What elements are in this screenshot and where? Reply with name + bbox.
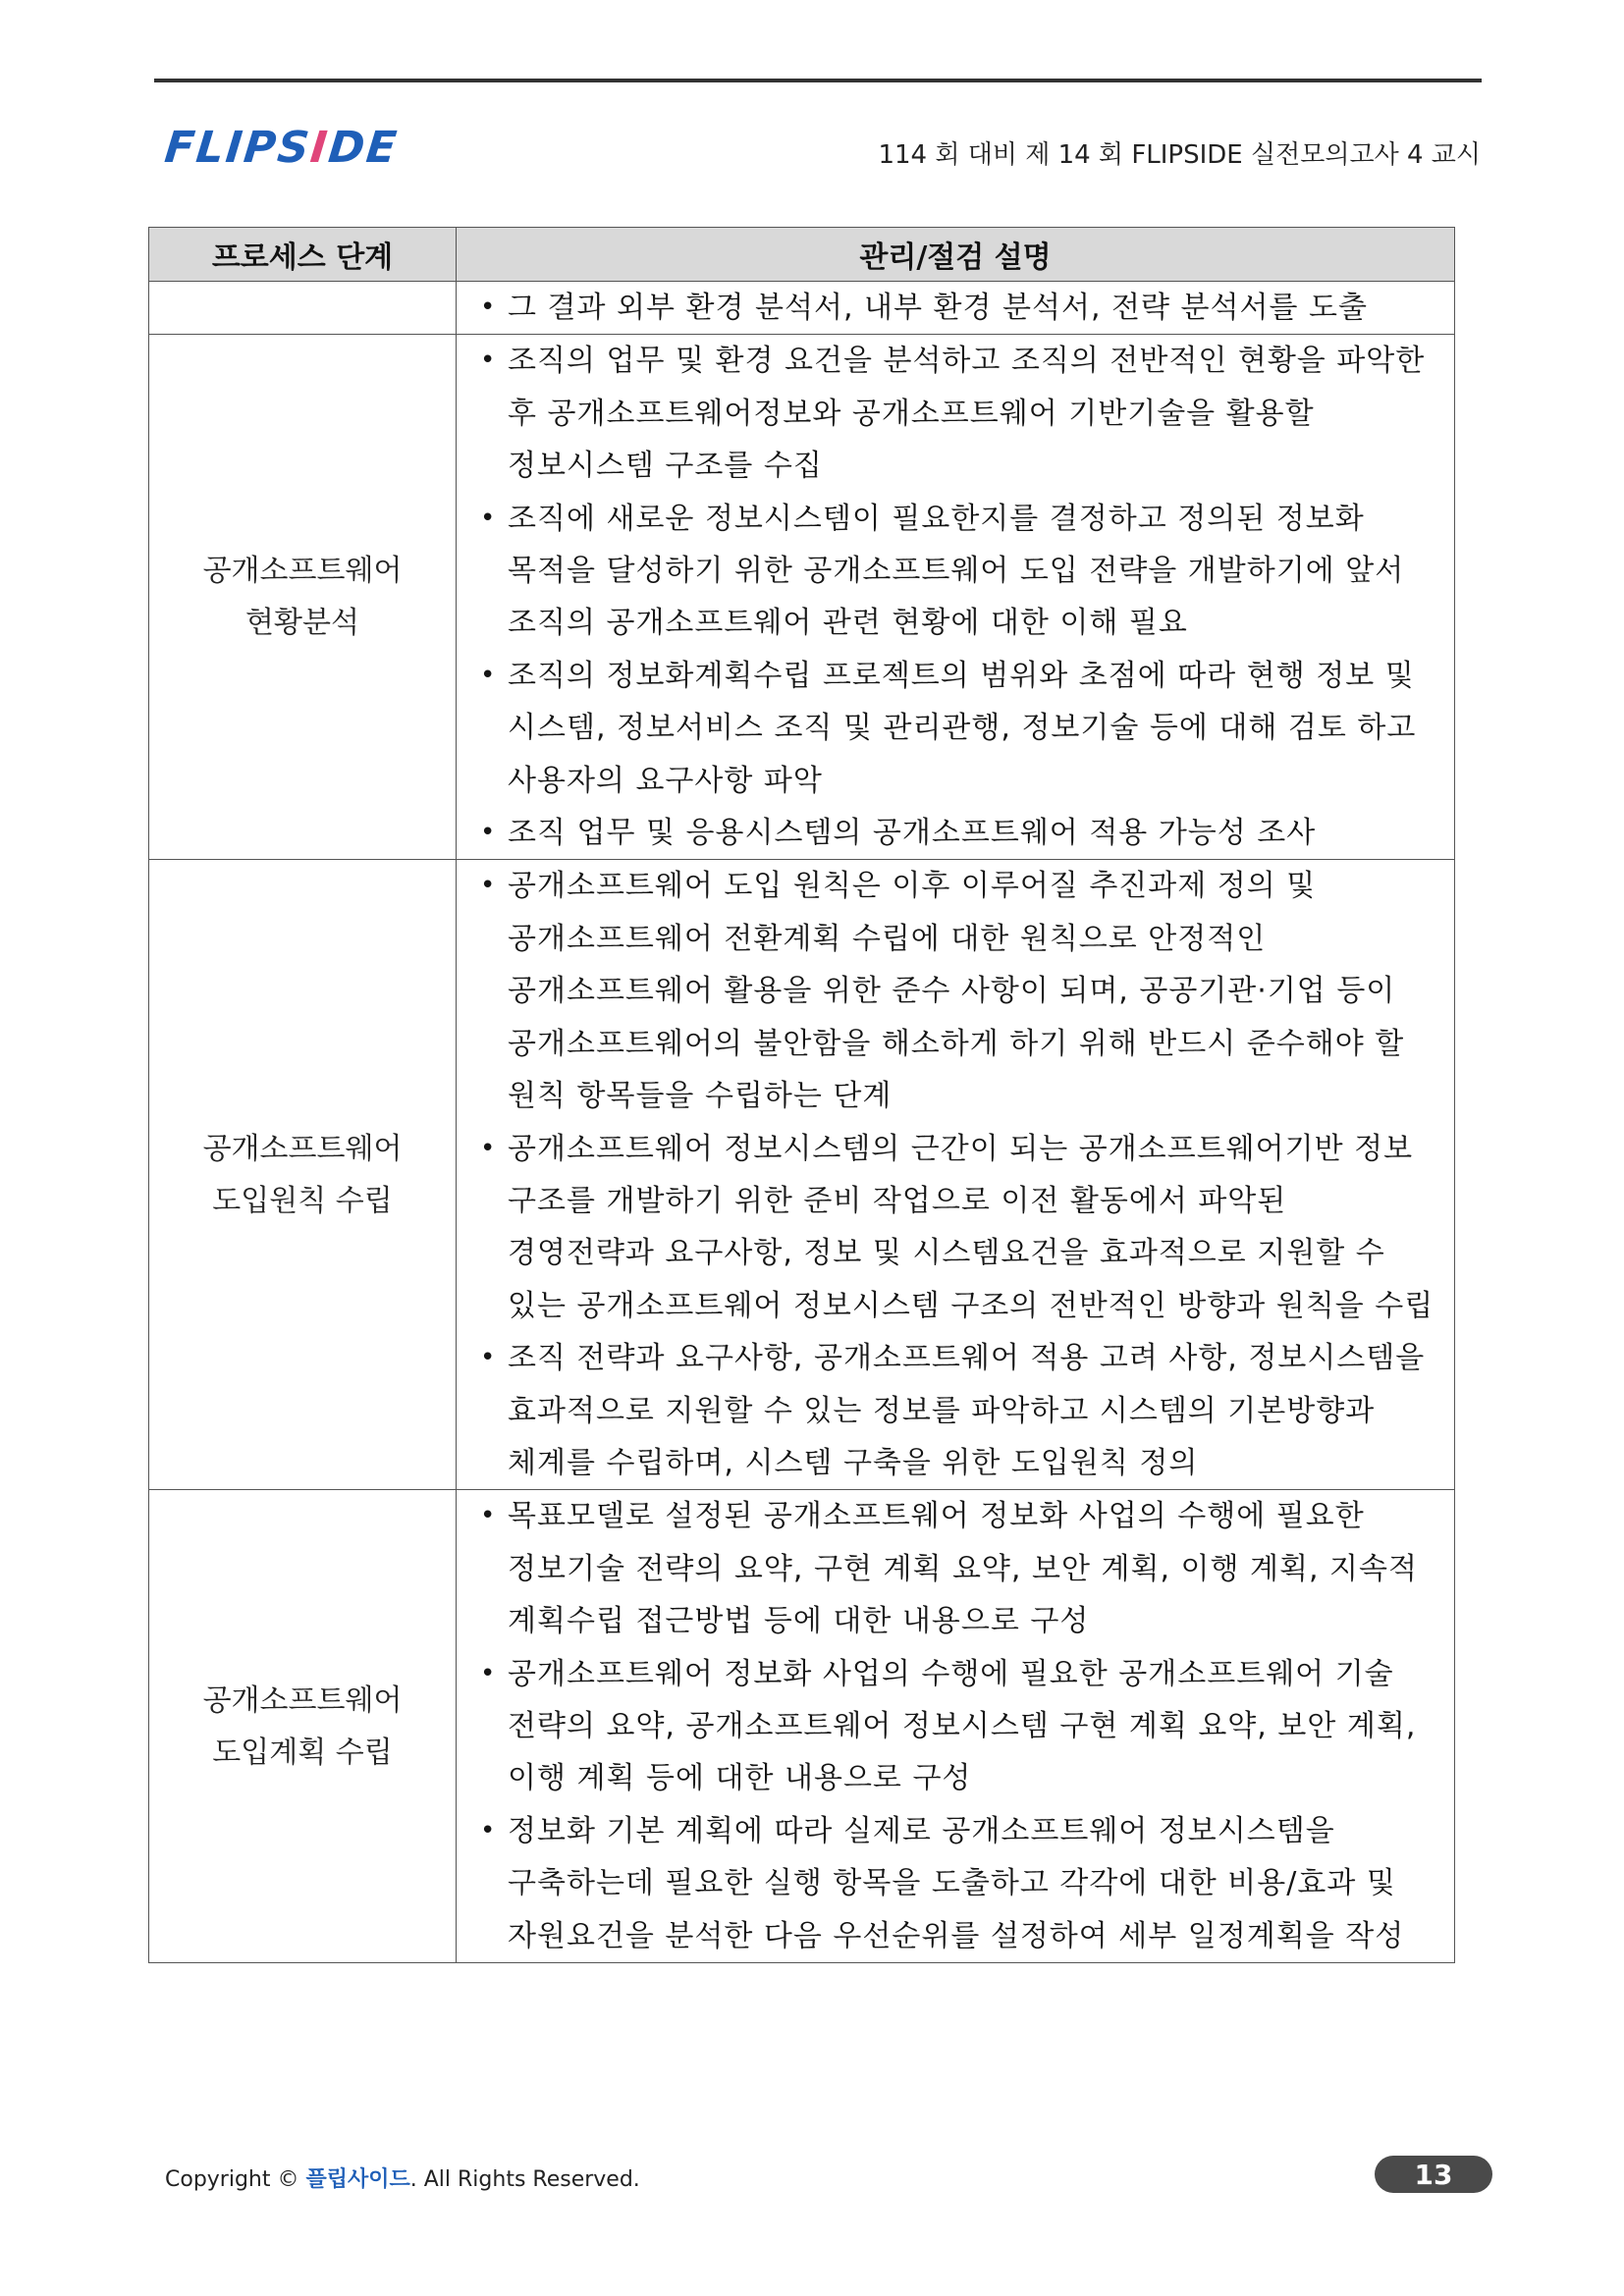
header-process-stage: 프로세스 단계 xyxy=(149,228,457,282)
bullet-list xyxy=(470,860,1442,1489)
copyright-text: Copyright © 플립사이드. All Rights Reserved. xyxy=(165,2167,640,2192)
top-rule xyxy=(154,79,1482,82)
stage-label: 공개소프트웨어 xyxy=(202,1682,403,1718)
bullet-item: • 정보화 기본 계획에 따라 실제로 공개소프트웨어 정보시스템을 구축하는데 필요한 실행 항목을 도출하고 각각에 대한 비용/효과 및 자원요건을 분석한 다음 우선순위를 설정하여 세부 일정계획을 작성 xyxy=(470,1805,1442,1962)
stage-label: 도입계획 수립 xyxy=(212,1735,393,1770)
stage-cell xyxy=(149,1490,457,1963)
page-number: 13 xyxy=(1375,2156,1492,2193)
bullet-list xyxy=(470,335,1442,859)
bullet-item: • 공개소프트웨어 도입 원칙은 이후 이루어질 추진과제 정의 및 공개소프트웨어 전환계획 수립에 대한 원칙으로 안정적인 공개소프트웨어 활용을 위한 준수 사항이 되며, 공공기관·기업 등이 공개소프트웨어의 불안함을 해소하게 하기 위해 반드시 준수해야 할 원칙 항목들을 수립하는 단계 xyxy=(470,860,1442,1122)
brand-name: 플립사이드 xyxy=(305,2167,410,2192)
description-cell xyxy=(457,1490,1455,1963)
bullet-item: • 조직의 업무 및 환경 요건을 분석하고 조직의 전반적인 현황을 파악한 후 공개소프트웨어정보와 공개소프트웨어 기반기술을 활용할 정보시스템 구조를 수집 xyxy=(470,335,1442,492)
table-row xyxy=(149,860,1455,1490)
process-table xyxy=(148,227,1455,1963)
bullet-item: • 공개소프트웨어 정보시스템의 근간이 되는 공개소프트웨어기반 정보 구조를 개발하기 위한 준비 작업으로 이전 활동에서 파악된 경영전략과 요구사항, 정보 및 시스템요건을 효과적으로 지원할 수 있는 공개소프트웨어 정보시스템 구조의 전반적인 방향과 원칙을 수립 xyxy=(470,1123,1442,1333)
logo-text: FLIPSIDE xyxy=(162,122,402,173)
stage-label: 공개소프트웨어 xyxy=(202,1131,403,1166)
exam-title: 114 회 대비 제 14 회 FLIPSIDE 실전모의고사 4 교시 xyxy=(878,140,1481,170)
table-row xyxy=(149,335,1455,860)
table-header-row xyxy=(149,228,1455,282)
flipside-logo xyxy=(162,122,402,173)
bullet-item: • 조직 업무 및 응용시스템의 공개소프트웨어 적용 가능성 조사 xyxy=(470,807,1442,859)
bullet-item: • 조직에 새로운 정보시스템이 필요한지를 결정하고 정의된 정보화 목적을 달성하기 위한 공개소프트웨어 도입 전략을 개발하기에 앞서 조직의 공개소프트웨어 관련 현황에 대한 이해 필요 xyxy=(470,493,1442,650)
stage-label: 공개소프트웨어 xyxy=(202,554,403,589)
stage-label: 도입원칙 수립 xyxy=(212,1183,393,1218)
stage-label: 현황분석 xyxy=(245,606,359,641)
bullet-item: • 조직의 정보화계획수립 프로젝트의 범위와 초점에 따라 현행 정보 및 시스템, 정보서비스 조직 및 관리관행, 정보기술 등에 대해 검토 하고 사용자의 요구사항 파악 xyxy=(470,650,1442,807)
bullet-list xyxy=(470,1490,1442,1962)
bullet-item: • 목표모델로 설정된 공개소프트웨어 정보화 사업의 수행에 필요한 정보기술 전략의 요약, 구현 계획 요약, 보안 계획, 이행 계획, 지속적 계획수립 접근방법 등에 대한 내용으로 구성 xyxy=(470,1490,1442,1647)
bullet-item: • 그 결과 외부 환경 분석서, 내부 환경 분석서, 전략 분석서를 도출 xyxy=(470,282,1442,334)
description-cell xyxy=(457,282,1455,335)
description-cell xyxy=(457,335,1455,860)
bullet-item: • 조직 전략과 요구사항, 공개소프트웨어 적용 고려 사항, 정보시스템을 효과적으로 지원할 수 있는 정보를 파악하고 시스템의 기본방향과 체계를 수립하며, 시스템 구축을 위한 도입원칙 정의 xyxy=(470,1332,1442,1489)
stage-cell xyxy=(149,282,457,335)
stage-cell xyxy=(149,860,457,1490)
bullet-item: • 공개소프트웨어 정보화 사업의 수행에 필요한 공개소프트웨어 기술 전략의 요약, 공개소프트웨어 정보시스템 구현 계획 요약, 보안 계획, 이행 계획 등에 대한 내용으로 구성 xyxy=(470,1648,1442,1805)
header-description: 관리/절검 설명 xyxy=(457,228,1455,282)
bullet-list xyxy=(470,282,1442,334)
description-cell xyxy=(457,860,1455,1490)
table-row xyxy=(149,1490,1455,1963)
stage-cell xyxy=(149,335,457,860)
table-row xyxy=(149,282,1455,335)
